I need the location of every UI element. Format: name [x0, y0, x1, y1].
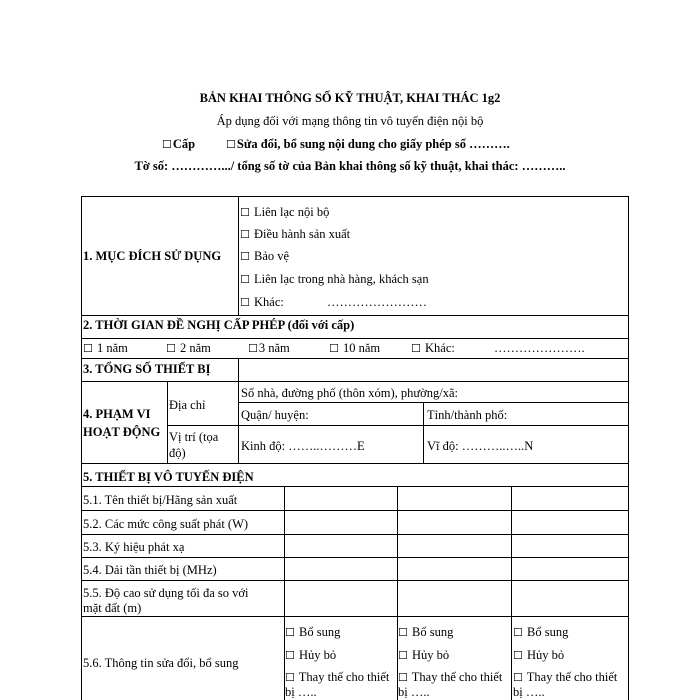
- device-name-label: 5.1. Tên thiết bị/Hãng sản xuất: [83, 493, 238, 507]
- address-street-field[interactable]: Số nhà, đường phố (thôn xóm), phường/xã:: [241, 386, 459, 400]
- duration-option-10y[interactable]: ☐ 10 năm: [329, 341, 381, 355]
- duration-option-2y[interactable]: ☐ 2 năm: [166, 341, 211, 355]
- purpose-option-security[interactable]: ☐ Bảo vệ: [240, 249, 290, 263]
- section2-label: 2. THỜI GIAN ĐỀ NGHỊ CẤP PHÉP (đối với cấp): [83, 318, 355, 332]
- checkbox-icon: ☐: [398, 626, 408, 639]
- checkbox-icon: ☐: [248, 342, 258, 355]
- checkbox-icon: ☐: [329, 342, 339, 355]
- province-field[interactable]: Tỉnh/thành phố:: [427, 408, 508, 422]
- modification-label: 5.6. Thông tin sửa đổi, bổ sung: [83, 656, 239, 670]
- purpose-option-internal[interactable]: ☐ Liên lạc nội bộ: [240, 205, 330, 219]
- to-so-line: Tờ số: ………….../ tổng số tờ của Bản khai thông số kỹ thuật, khai thác: ………..: [134, 159, 566, 173]
- district-field[interactable]: Quận/ huyện:: [241, 408, 309, 422]
- checkbox-icon: ☐: [513, 626, 523, 639]
- col2-option-add[interactable]: ☐ Bổ sung: [398, 625, 454, 639]
- checkbox-icon: ☐: [240, 273, 250, 286]
- form-title: BẢN KHAI THÔNG SỐ KỸ THUẬT, KHAI THÁC 1g2: [199, 91, 501, 105]
- section1-label: 1. MỤC ĐÍCH SỬ DỤNG: [83, 249, 222, 263]
- checkbox-icon: ☐: [240, 228, 250, 241]
- frequency-range-label: 5.4. Dải tần thiết bị (MHz): [83, 563, 217, 577]
- purpose-option-production[interactable]: ☐ Điều hành sản xuất: [240, 227, 351, 241]
- checkbox-icon: ☐: [162, 138, 172, 151]
- checkbox-icon: ☐: [398, 649, 408, 662]
- longitude-field[interactable]: Kinh độ: ……..………E: [241, 439, 365, 453]
- purpose-option-other[interactable]: ☐ Khác:: [240, 295, 284, 309]
- emission-label: 5.3. Ký hiệu phát xạ: [83, 540, 185, 554]
- checkbox-icon: ☐: [240, 296, 250, 309]
- power-levels-label: 5.2. Các mức công suất phát (W): [83, 517, 249, 531]
- col3-option-add[interactable]: ☐ Bổ sung: [513, 625, 569, 639]
- checkbox-icon: ☐: [411, 342, 421, 355]
- col2-option-cancel[interactable]: ☐ Hủy bỏ: [398, 648, 450, 662]
- checkbox-icon: ☐: [285, 671, 295, 684]
- latitude-field[interactable]: Vĩ độ: ………..…..N: [427, 439, 534, 453]
- address-label: Địa chỉ: [169, 398, 206, 412]
- checkbox-icon: ☐: [240, 206, 250, 219]
- checkbox-icon: ☐: [285, 649, 295, 662]
- max-height-label-line2: mặt đất (m): [83, 601, 142, 615]
- purpose-option-hotel[interactable]: ☐ Liên lạc trong nhà hàng, khách sạn: [240, 272, 429, 286]
- section3-label: 3. TỔNG SỐ THIẾT BỊ: [83, 362, 211, 376]
- duration-other-field[interactable]: ………………….: [494, 341, 585, 355]
- section4-label-line1: 4. PHẠM VI: [83, 407, 151, 421]
- checkbox-icon: ☐: [398, 671, 408, 684]
- section4-label-line2: HOẠT ĐỘNG: [83, 425, 161, 439]
- section5-label: 5. THIẾT BỊ VÔ TUYẾN ĐIỆN: [83, 470, 254, 484]
- purpose-other-field[interactable]: ……………………: [327, 295, 427, 309]
- checkbox-icon: ☐: [513, 649, 523, 662]
- col3-option-cancel[interactable]: ☐ Hủy bỏ: [513, 648, 565, 662]
- checkbox-icon: ☐: [285, 626, 295, 639]
- option-cap[interactable]: ☐Cấp: [162, 137, 196, 151]
- col1-option-add[interactable]: ☐ Bổ sung: [285, 625, 341, 639]
- col1-option-cancel[interactable]: ☐ Hủy bỏ: [285, 648, 337, 662]
- location-label-line1: Vị trí (tọa: [169, 430, 219, 444]
- col3-option-replace-tail: bị …..: [513, 685, 545, 699]
- total-devices-field[interactable]: [240, 360, 626, 379]
- option-sua-doi[interactable]: ☐Sửa đổi, bổ sung nội dung cho giấy phép số ……….: [226, 137, 510, 151]
- col1-option-replace[interactable]: ☐ Thay thế cho thiết: [285, 670, 390, 684]
- form-subtitle: Áp dụng đối với mạng thông tin vô tuyến điện nội bộ: [216, 114, 484, 128]
- checkbox-icon: ☐: [226, 138, 236, 151]
- col2-option-replace-tail: bị …..: [398, 685, 430, 699]
- col3-option-replace[interactable]: ☐ Thay thế cho thiết: [513, 670, 618, 684]
- max-height-label-line1: 5.5. Độ cao sử dụng tối đa so với: [83, 586, 249, 600]
- checkbox-icon: ☐: [240, 250, 250, 263]
- checkbox-icon: ☐: [513, 671, 523, 684]
- location-label-line2: độ): [169, 446, 186, 460]
- checkbox-icon: ☐: [166, 342, 176, 355]
- duration-option-1y[interactable]: ☐ 1 năm: [83, 341, 128, 355]
- duration-option-other[interactable]: ☐ Khác:: [411, 341, 455, 355]
- col2-option-replace[interactable]: ☐ Thay thế cho thiết: [398, 670, 503, 684]
- col1-option-replace-tail: bị …..: [285, 685, 317, 699]
- checkbox-icon: ☐: [83, 342, 93, 355]
- duration-option-3y[interactable]: ☐3 năm: [248, 341, 290, 355]
